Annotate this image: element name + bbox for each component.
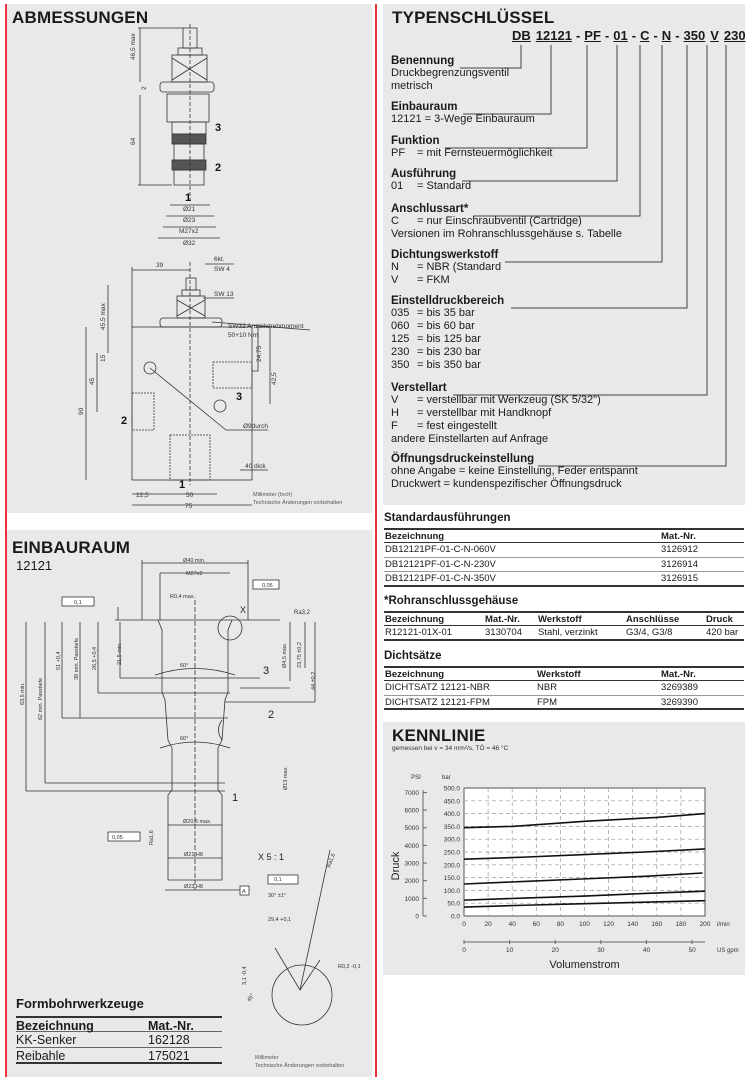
option-text: = bis 35 bar <box>417 307 475 319</box>
cell: 3126915 <box>661 573 698 584</box>
x-tick-label: 20 <box>484 921 492 928</box>
option-text: = Standard <box>417 180 472 192</box>
table-row <box>384 696 744 711</box>
dim-label: 46,5 max <box>130 33 137 60</box>
dim-label: 24,75 <box>256 345 263 362</box>
option-text: = mit Fernsteuermöglichkeit <box>417 147 553 159</box>
note: Technische Änderungen vorbehalten <box>255 1063 345 1069</box>
einbauraum-drawing <box>20 558 361 1069</box>
cell: 3269390 <box>661 696 698 708</box>
section-line <box>391 320 504 333</box>
cell: Reibahle <box>16 1049 66 1063</box>
tolerance-label: 0,1 <box>274 877 282 883</box>
y-tick-label: 200.0 <box>443 862 460 870</box>
section-heading: Verstellart <box>391 382 447 394</box>
kennlinie-title: KENNLINIE <box>392 726 486 745</box>
table-row <box>384 572 744 587</box>
section-heading: Ausführung <box>391 168 457 180</box>
dim-label: 12,5 <box>136 492 149 499</box>
option-text: Versionen im Rohranschlussgehäuse s. Tabelle <box>391 228 622 240</box>
dim-label: 15 <box>100 354 107 362</box>
section-line <box>391 433 601 446</box>
cell: 3130704 <box>485 627 522 638</box>
y-tick-label: 350.0 <box>443 823 460 831</box>
angle-label: 45° <box>246 992 256 1003</box>
dim-label: Ø23 <box>183 217 196 224</box>
port-label: 1 <box>232 792 239 804</box>
rohr-table <box>384 595 744 641</box>
code-segment: 350 <box>683 28 706 43</box>
table-row <box>384 681 744 696</box>
gpm-tick-label: 40 <box>642 947 651 954</box>
table-header <box>384 528 744 543</box>
option-text: = bis 230 bar <box>417 346 481 358</box>
code-segment: N <box>661 28 672 43</box>
roughness-label: Ra1,6 <box>326 852 337 869</box>
section-line <box>391 274 501 287</box>
dim-label: 2 <box>141 86 148 90</box>
table-header <box>384 611 744 626</box>
dim-label: 40 dick <box>245 463 266 470</box>
section-heading: Dichtungswerkstoff <box>391 249 499 261</box>
datum-label: A <box>242 889 246 895</box>
cell: 175021 <box>148 1049 190 1063</box>
option-code: 01 <box>391 180 404 192</box>
psi-tick-label: 0 <box>415 913 419 921</box>
psi-tick-label: 3000 <box>404 860 419 868</box>
code-segment: 230 <box>723 28 746 43</box>
option-code: 060 <box>391 320 410 332</box>
section-line <box>391 420 601 433</box>
einbauraum-subtitle: 12121 <box>16 558 53 573</box>
section-line <box>391 80 509 93</box>
option-text: 12121 = 3-Wege Einbauraum <box>391 113 535 125</box>
port-label: 2 <box>121 415 128 427</box>
type-section <box>391 382 601 446</box>
psi-tick-label: 1000 <box>404 895 419 903</box>
option-text: = nur Einschraubventil (Cartridge) <box>417 215 582 227</box>
detail-scale: X 5 : 1 <box>258 852 285 862</box>
section-heading: Benennung <box>391 55 455 67</box>
dim-label: 21,5 min. <box>117 642 123 665</box>
dim-label: 26,5 +0,4 <box>92 646 98 670</box>
x-tick-label: 120 <box>603 921 615 928</box>
section-heading: Einstelldruckbereich <box>391 295 505 307</box>
port-label: 1 <box>185 192 192 204</box>
section-line <box>391 478 638 491</box>
dim-label: R0,2 -0,1 <box>338 964 361 970</box>
col-header: Werkstoff <box>538 614 582 625</box>
type-section <box>391 249 501 287</box>
section-line <box>391 261 501 274</box>
y-tick-label: 0.0 <box>450 913 460 921</box>
cell: R12121-01X-01 <box>385 627 453 638</box>
gpm-tick-label: 20 <box>551 947 559 954</box>
dicht-table <box>384 650 744 710</box>
code-separator: - <box>604 28 610 43</box>
dim-label: 75 <box>185 503 193 510</box>
dim-label: M27x2 <box>179 228 199 235</box>
dicht-title: Dichtsätze <box>384 650 442 662</box>
table-row <box>384 626 744 641</box>
type-section <box>391 453 638 491</box>
gpm-tick-label: 50 <box>688 947 696 954</box>
section-heading: Anschlussart* <box>391 203 469 215</box>
col-header: Mat.-Nr. <box>661 669 696 680</box>
x-tick-label: 40 <box>508 921 516 928</box>
bar-unit: bar <box>442 775 451 781</box>
y-tick-label: 50.0 <box>447 900 460 908</box>
x-tick-label: 180 <box>675 921 687 928</box>
abmessungen-title: ABMESSUNGEN <box>12 8 149 27</box>
option-text: = verstellbar mit Werkzeug (SK 5/32") <box>417 394 601 406</box>
dim-label: 38 min. Passtiefe <box>74 637 80 680</box>
section-line <box>391 465 638 478</box>
typenschluessel-title: TYPENSCHLÜSSEL <box>392 8 555 27</box>
option-text: Druckwert = kundenspezifischer Öffnungsdruck <box>391 478 622 490</box>
angle-label: 60° <box>180 663 189 669</box>
tolerance-label: 0,05 <box>262 583 273 589</box>
dim-label: 90 <box>78 407 85 415</box>
cell: 162128 <box>148 1033 190 1047</box>
option-text: = FKM <box>417 274 450 286</box>
dim-label: 6kt. <box>214 256 225 263</box>
standard-table <box>384 512 744 587</box>
type-section <box>391 101 535 126</box>
rohr-title: *Rohranschlussgehäuse <box>384 595 519 607</box>
option-text: = bis 125 bar <box>417 333 481 345</box>
col-header: Bezeichnung <box>385 531 445 542</box>
code-segment: V <box>710 28 719 43</box>
dim-label: Ø23 H8 <box>184 884 203 890</box>
cell: G3/4, G3/8 <box>626 627 673 638</box>
psi-tick-label: 4000 <box>404 842 419 850</box>
psi-tick-label: 6000 <box>404 807 419 815</box>
dim-label: Ø21 <box>183 206 196 213</box>
x-unit: l/min <box>717 922 730 928</box>
section-line <box>391 215 622 228</box>
roughness-label: Ra1,6 <box>149 830 155 845</box>
gpm-tick-label: 10 <box>505 947 514 954</box>
section-heading: Öffnungsdruckeinstellung <box>391 453 535 465</box>
cell: 420 bar <box>706 627 739 638</box>
x2-unit: US gpm <box>717 948 739 954</box>
section-heading: Einbauraum <box>391 101 458 113</box>
section-line <box>391 346 504 359</box>
col-header: Mat.-Nr. <box>148 1019 194 1033</box>
dim-label: 45,5 max <box>100 303 107 330</box>
x-tick-label: 60 <box>532 921 540 928</box>
type-section <box>391 55 509 93</box>
cell: 3126912 <box>661 544 698 555</box>
dim-label: 3,1 -0,4 <box>242 966 248 985</box>
col-header: Bezeichnung <box>16 1019 94 1033</box>
cell: NBR <box>537 682 558 693</box>
option-code: 350 <box>391 359 410 371</box>
option-code: 125 <box>391 333 410 345</box>
code-segment: C <box>640 28 650 43</box>
note: Technische Änderungen vorbehalten <box>253 500 343 506</box>
gpm-tick-label: 0 <box>462 947 466 954</box>
tolerance-label: 0,1 <box>74 600 82 606</box>
einbauraum-title: EINBAURAUM <box>12 538 131 557</box>
option-text: = fest eingestellt <box>417 420 497 432</box>
y-tick-label: 100.0 <box>443 887 460 895</box>
option-text: ohne Angabe = keine Einstellung, Feder entspannt <box>391 465 638 477</box>
dim-label: Ø20,5 max. <box>183 819 212 825</box>
dim-label: SW 4 <box>214 266 230 273</box>
cell: DICHTSATZ 12121-FPM <box>385 696 490 708</box>
option-code: V <box>391 394 399 406</box>
dim-label: 50 <box>186 492 194 499</box>
dim-label: Ø40 min. <box>183 558 206 564</box>
cell: 3126914 <box>661 558 698 570</box>
dim-label: 50+10 Nm <box>228 332 259 339</box>
y-tick-label: 400.0 <box>443 811 460 819</box>
cell: DB12121PF-01-C-N-230V <box>385 558 496 570</box>
y-tick-label: 250.0 <box>443 849 460 857</box>
dim-label: M27x2 <box>186 571 203 577</box>
col-header: Mat.-Nr. <box>485 614 520 625</box>
option-text: = bis 60 bar <box>417 320 475 332</box>
x-tick-label: 80 <box>556 921 565 928</box>
y-tick-label: 450.0 <box>443 798 460 806</box>
detail-marker: X <box>240 605 247 615</box>
option-text: metrisch <box>391 80 433 92</box>
code-separator: - <box>675 28 680 43</box>
section-line <box>391 407 601 420</box>
dim-label: 63,5 min. <box>20 682 26 705</box>
dim-label: 62 min. Passtiefe <box>38 677 44 720</box>
dim-label: Ø9durch <box>243 423 268 430</box>
psi-unit: PSI <box>411 775 421 781</box>
psi-tick-label: 7000 <box>404 789 419 797</box>
dim-label: SW 13 <box>214 291 234 298</box>
col-header: Bezeichnung <box>385 614 445 625</box>
code-segment: DB <box>512 28 531 43</box>
cell: DICHTSATZ 12121-NBR <box>385 682 490 693</box>
y-axis-label: Druck <box>390 851 402 881</box>
note: Millimeter (Inch) <box>253 492 293 498</box>
y-tick-label: 500.0 <box>443 785 460 793</box>
code-separator: - <box>653 28 658 43</box>
x-tick-label: 0 <box>462 921 466 928</box>
option-code: V <box>391 274 399 286</box>
port-label: 1 <box>179 479 186 491</box>
table-row <box>16 1032 222 1048</box>
angle-label: 60° <box>180 736 189 742</box>
table-row <box>384 558 744 573</box>
option-code: 230 <box>391 346 410 358</box>
dim-label: Ø4,5 max. <box>282 642 288 668</box>
x-tick-label: 140 <box>627 921 639 928</box>
option-text: = verstellbar mit Handknopf <box>417 407 552 419</box>
dim-label: 29,4 +0,1 <box>268 917 292 923</box>
option-text: Druckbegrenzungsventil <box>391 67 510 79</box>
cell: DB12121PF-01-C-N-060V <box>385 544 496 555</box>
dim-label: R0,4 max. <box>170 594 196 600</box>
cell: 3269389 <box>661 682 698 693</box>
table-header <box>384 666 744 681</box>
dim-label: 44 ±0,2 <box>311 671 317 690</box>
dim-label: 51 +0,4 <box>56 651 62 670</box>
dim-label: 45 <box>89 377 96 385</box>
section-line <box>391 228 622 241</box>
section-line <box>391 333 504 346</box>
dim-label: 64 <box>130 137 137 145</box>
code-segment: 12121 <box>535 28 572 43</box>
x-tick-label: 200 <box>699 921 711 928</box>
option-text: = NBR (Standard <box>417 261 502 273</box>
option-code: F <box>391 420 398 432</box>
dim-label: SW32 Anziehdrehmoment <box>228 323 304 330</box>
standard-title: Standardausführungen <box>384 512 511 524</box>
type-section <box>391 295 504 372</box>
section-line <box>391 307 504 320</box>
table-header <box>16 1016 222 1032</box>
kennlinie-chart <box>383 760 745 972</box>
dim-label: 39 <box>156 262 164 269</box>
table-row <box>384 543 744 558</box>
option-code: H <box>391 407 399 419</box>
option-code: 035 <box>391 307 410 319</box>
y-tick-label: 300.0 <box>443 836 460 844</box>
psi-tick-label: 2000 <box>404 878 419 886</box>
section-line <box>391 359 504 372</box>
code-separator: - <box>575 28 581 43</box>
x-tick-label: 100 <box>579 921 590 928</box>
roughness-label: Ra3,2 <box>294 610 311 616</box>
type-section <box>391 135 552 160</box>
dim-label: 23,75 ±0,2 <box>297 642 303 668</box>
code-segment: PF <box>584 28 601 43</box>
section-line <box>391 113 535 126</box>
col-header: Bezeichnung <box>385 669 445 680</box>
psi-tick-label: 5000 <box>404 825 419 833</box>
section-line <box>391 67 509 80</box>
option-code: N <box>391 261 399 273</box>
section-line <box>391 147 552 160</box>
port-label: 2 <box>215 162 222 174</box>
type-section <box>391 168 471 193</box>
port-label: 3 <box>215 122 222 134</box>
cell: FPM <box>537 696 558 708</box>
col-header: Mat.-Nr. <box>661 531 696 542</box>
cell: KK-Senker <box>16 1033 77 1047</box>
section-line <box>391 180 471 193</box>
tools-title: Formbohrwerkzeuge <box>16 996 144 1011</box>
option-text: = bis 350 bar <box>417 359 481 371</box>
angle-label: 30° ±1° <box>268 893 287 899</box>
table-row <box>16 1048 222 1064</box>
option-code: PF <box>391 147 406 159</box>
col-header: Werkstoff <box>537 669 581 680</box>
x-axis-label: Volumenstrom <box>549 959 620 971</box>
section-line <box>391 394 601 407</box>
note: Millimeter <box>255 1055 279 1061</box>
dim-label: 42,5 <box>271 372 278 385</box>
leader-lines <box>0 0 750 505</box>
cell: Stahl, verzinkt <box>538 627 598 638</box>
port-label: 3 <box>236 391 243 403</box>
code-segment: 01 <box>613 28 628 43</box>
port-label: 3 <box>263 665 270 677</box>
type-section <box>391 203 622 241</box>
section-heading: Funktion <box>391 135 440 147</box>
code-separator: - <box>631 28 637 43</box>
gpm-tick-label: 30 <box>597 947 605 954</box>
option-code: C <box>391 215 399 227</box>
col-header: Anschlüsse <box>626 614 680 625</box>
option-text: andere Einstellarten auf Anfrage <box>391 433 549 445</box>
port-label: 2 <box>268 709 275 721</box>
y-tick-label: 150.0 <box>443 875 460 883</box>
tools-table <box>16 1016 222 1064</box>
dim-label: Ø13 max. <box>283 766 289 790</box>
col-header: Druck <box>706 614 733 625</box>
cell: DB12121PF-01-C-N-350V <box>385 573 496 584</box>
tolerance-label: 0,05 <box>112 835 123 841</box>
dim-label: Ø21 H8 <box>184 852 203 858</box>
dim-label: Ø32 <box>183 240 196 247</box>
x-tick-label: 160 <box>651 921 663 928</box>
kennlinie-subtitle: gemessen bei v = 34 mm²/s, TÖ = 46 °C <box>392 745 509 752</box>
